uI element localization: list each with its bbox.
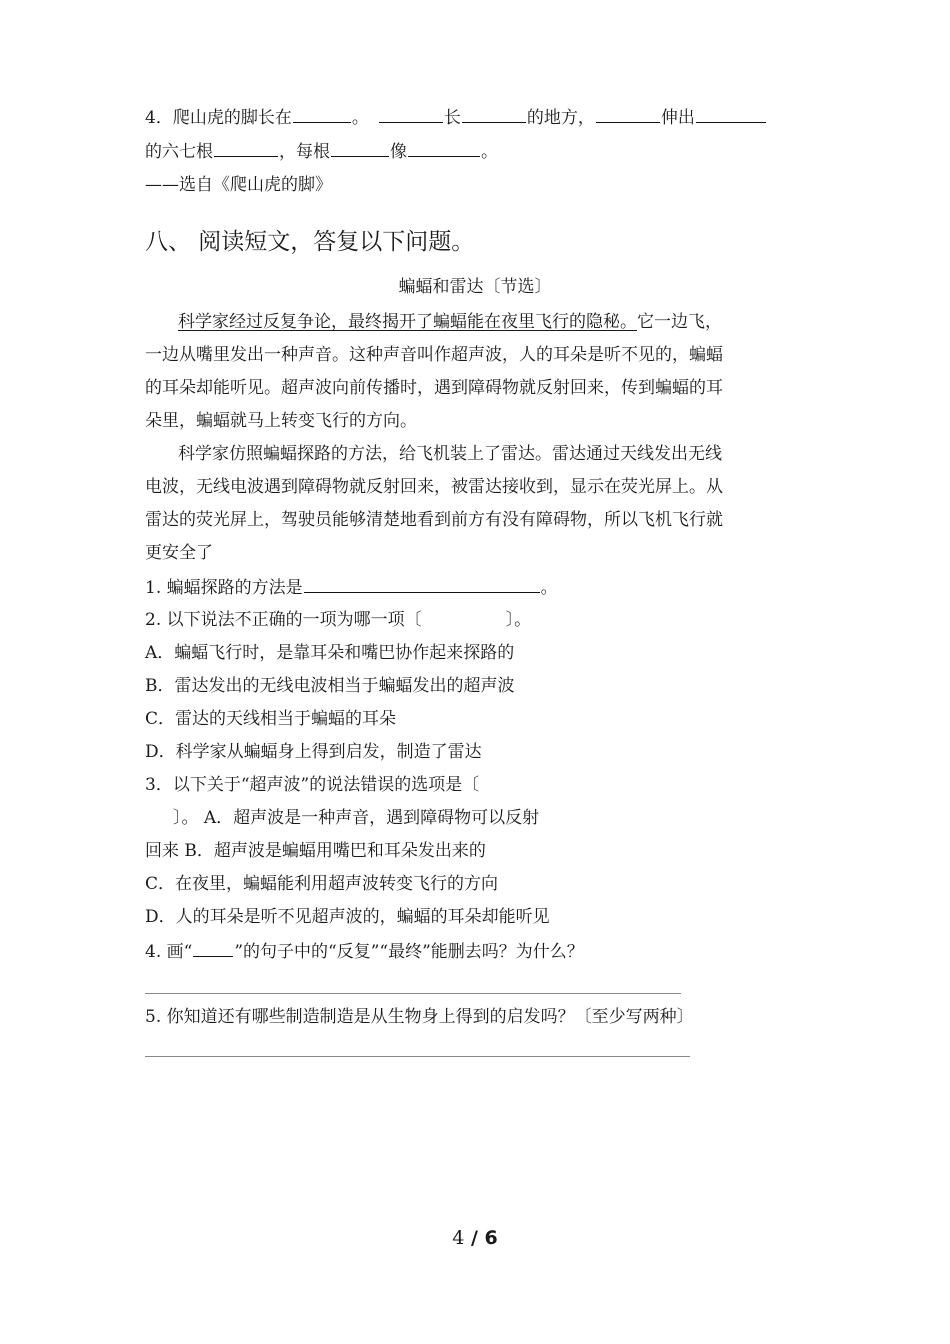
fill-text: ，每根 xyxy=(279,142,330,162)
passage-line xyxy=(178,311,722,333)
question-1 xyxy=(145,576,558,599)
answer-blank[interactable] xyxy=(596,106,660,123)
option-c: C．在夜里，蝙蝠能利用超声波转变飞行的方向 xyxy=(145,874,499,894)
question-text: ”的句子中的“反复”“最终”能删去吗？为什么？ xyxy=(234,942,584,962)
fill-text: 。 xyxy=(481,142,498,162)
question-3-continued: 回来 B．超声波是蝙蝠用嘴巴和耳朵发出来的 xyxy=(145,841,486,861)
option-b: B．雷达发出的无线电波相当于蝙蝠发出的超声波 xyxy=(145,676,515,696)
option-c: C．雷达的天线相当于蝙蝠的耳朵 xyxy=(145,709,397,729)
fill-text: 。 xyxy=(351,108,369,128)
answer-blank[interactable] xyxy=(293,106,351,123)
question-2 xyxy=(145,609,531,631)
question-5: 5. 你知道还有哪些制造制造是从生物身上得到的启发吗？〔至少写两种〕 xyxy=(145,1007,694,1027)
passage-text: 它一边飞， xyxy=(637,312,722,332)
question-text: 4. 画“ xyxy=(145,942,193,962)
question-text: 。 xyxy=(540,578,558,598)
option-a: A．蝙蝠飞行时，是靠耳朵和嘴巴协作起来探路的 xyxy=(145,643,515,663)
total-pages: 6 xyxy=(484,1227,498,1249)
source-citation: ——选自《爬山虎的脚》 xyxy=(145,175,332,195)
fill-text: 的地方， xyxy=(526,108,595,128)
fill-text: 像 xyxy=(390,142,407,162)
answer-blank[interactable] xyxy=(379,106,443,123)
passage-line: 雷达的荧光屏上，驾驶员能够清楚地看到前方有没有障碍物，所以飞机飞行就 xyxy=(145,510,723,530)
question-text: 2. 以下说法不正确的一项为哪一项〔 xyxy=(145,610,422,630)
answer-line[interactable] xyxy=(145,1056,690,1057)
fill-text: 的六七根 xyxy=(145,142,213,162)
passage-line: 朵里，蝙蝠就马上转变飞行的方向。 xyxy=(145,411,417,431)
page-separator: / xyxy=(464,1227,485,1249)
option-d: D．科学家从蝙蝠身上得到启发，制造了雷达 xyxy=(145,742,482,762)
answer-line[interactable] xyxy=(145,993,681,994)
passage-line: 科学家仿照蝙蝠探路的方法，给飞机装上了雷达。雷达通过天线发出无线 xyxy=(178,444,722,464)
question-text: 〕。 xyxy=(505,610,532,630)
answer-blank[interactable] xyxy=(214,140,278,157)
underlined-sentence: 科学家经过反复争论，最终揭开了蝙蝠能在夜里飞行的隐秘。 xyxy=(178,312,637,332)
page-number xyxy=(0,1226,950,1250)
passage-line: 更安全了 xyxy=(145,543,213,563)
underline-sample xyxy=(193,940,233,957)
answer-blank[interactable] xyxy=(408,140,480,157)
question-3-continued: 〕。 A．超声波是一种声音，遇到障碍物可以反射 xyxy=(173,808,540,828)
current-page: 4 xyxy=(452,1227,465,1249)
fill-text: 4．爬山虎的脚长在 xyxy=(145,108,292,128)
passage-line: 的耳朵却能听见。超声波向前传播时，遇到障碍物就反射回来，传到蝙蝠的耳 xyxy=(145,378,723,398)
answer-blank[interactable] xyxy=(331,140,389,157)
option-d: D．人的耳朵是听不见超声波的，蝙蝠的耳朵却能听见 xyxy=(145,907,550,927)
fill-question-4-line-1 xyxy=(145,106,767,129)
passage-title: 蝙蝠和雷达〔节选〕 xyxy=(398,277,552,297)
question-3: 3．以下关于“超声波”的说法错误的选项是〔 xyxy=(145,775,480,795)
answer-blank[interactable] xyxy=(304,576,540,593)
answer-blank[interactable] xyxy=(462,106,526,123)
passage-line: 一边从嘴里发出一种声音。这种声音叫作超声波，人的耳朵是听不见的，蝙蝠 xyxy=(145,345,723,365)
section-heading: 八、 阅读短文，答复以下问题。 xyxy=(145,229,475,255)
fill-text: 长 xyxy=(443,108,461,128)
passage-line: 电波，无线电波遇到障碍物就反射回来，被雷达接收到，显示在荧光屏上。从 xyxy=(145,477,723,497)
fill-text: 伸出 xyxy=(660,108,695,128)
question-4 xyxy=(145,940,584,963)
question-text: 1. 蝙蝠探路的方法是 xyxy=(145,578,303,598)
answer-blank[interactable] xyxy=(696,106,766,123)
fill-question-4-line-2 xyxy=(145,140,498,163)
